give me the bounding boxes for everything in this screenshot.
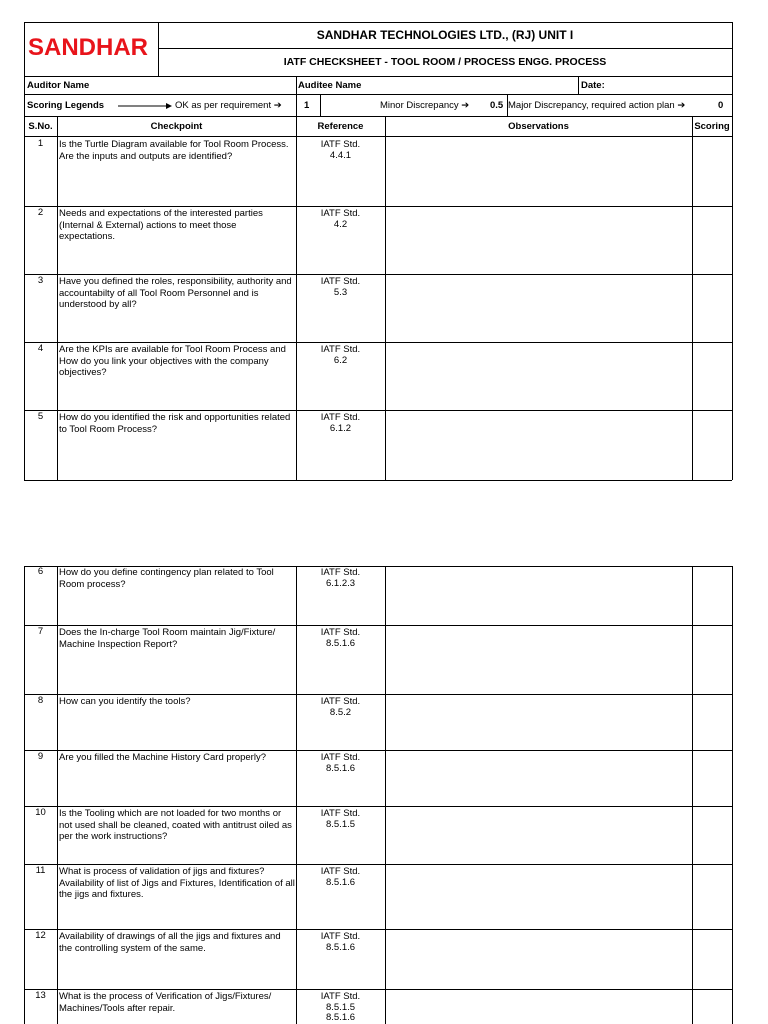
column-header-observations: Observations [508, 121, 569, 132]
legend-arrow-icon [118, 101, 172, 111]
row-number: 6 [37, 566, 44, 577]
row-number: 9 [37, 751, 44, 762]
reference-text: IATF Std. [320, 412, 361, 423]
column-header-checkpoint: Checkpoint [150, 121, 203, 132]
legend-major: Major Discrepancy, required action plan ➔ [508, 100, 686, 111]
checkpoint-text: Are the KPIs are available for Tool Room Process and How do you link your objectives with the company objectives? [59, 344, 286, 378]
legend-minor-value: 0.5 [490, 100, 504, 111]
row-number: 10 [35, 807, 46, 818]
reference-clause: 6.1.2.3 [325, 578, 356, 589]
checkpoint-text: Availability of drawings of all the jigs and fixtures and the controlling system of the same. [59, 931, 281, 954]
reference-clause: 5.3 [333, 287, 348, 298]
reference-clause: 8.5.1.5 [325, 819, 356, 830]
reference-text: IATF Std. [320, 991, 361, 1002]
legend-ok-value: 1 [304, 100, 310, 111]
checkpoint-text: Have you defined the roles, responsibility, authority and accountabilty of all Tool Room Personnel and is understood by all? [59, 276, 292, 310]
checkpoint-text: What is the process of Verification of Jigs/Fixtures/ Machines/Tools after repair. [59, 991, 272, 1014]
checksheet-title: IATF CHECKSHEET - TOOL ROOM / PROCESS ENGG. PROCESS [283, 56, 607, 68]
row-number: 13 [35, 990, 46, 1001]
column-header-sno: S.No. [28, 121, 53, 132]
reference-text: IATF Std. [320, 139, 361, 150]
checkpoint-text: How do you identified the risk and opportunities related to Tool Room Process? [59, 412, 291, 435]
legend-ok: OK as per requirement ➔ [175, 100, 282, 111]
reference-clause: 8.5.1.6 [325, 1012, 356, 1023]
reference-text: IATF Std. [320, 808, 361, 819]
row-number: 11 [35, 865, 46, 876]
checkpoint-text: How can you identify the tools? [59, 696, 191, 707]
reference-clause: 4.2 [333, 219, 348, 230]
reference-clause: 8.5.1.5 [325, 1002, 356, 1013]
reference-clause: 6.2 [333, 355, 348, 366]
row-number: 3 [37, 275, 44, 286]
checkpoint-text: Is the Tooling which are not loaded for two months or not used shall be cleaned, coated with antitrust oiled as per the work instructions? [59, 808, 292, 842]
auditee-name-label: Auditee Name [298, 80, 362, 91]
checkpoint-text: Are you filled the Machine History Card properly? [59, 752, 266, 763]
reference-text: IATF Std. [320, 567, 361, 578]
auditor-name-label: Auditor Name [27, 80, 90, 91]
reference-text: IATF Std. [320, 931, 361, 942]
checkpoint-text: How do you define contingency plan related to Tool Room process? [59, 567, 274, 590]
row-number: 2 [37, 207, 44, 218]
date-label: Date: [581, 80, 605, 91]
reference-text: IATF Std. [320, 696, 361, 707]
reference-text: IATF Std. [320, 752, 361, 763]
company-logo: SANDHAR [28, 34, 148, 61]
scoring-legend-label: Scoring Legends [27, 100, 105, 111]
reference-text: IATF Std. [320, 344, 361, 355]
legend-major-value: 0 [718, 100, 724, 111]
legend-minor: Minor Discrepancy ➔ [380, 100, 470, 111]
row-number: 4 [37, 343, 44, 354]
row-number: 5 [37, 411, 44, 422]
checkpoint-text: Does the In-charge Tool Room maintain Jig/Fixture/ Machine Inspection Report? [59, 627, 276, 650]
column-header-reference: Reference [317, 121, 364, 132]
reference-clause: 8.5.1.6 [325, 638, 356, 649]
checkpoint-text: What is process of validation of jigs and fixtures? Availability of list of Jigs and Fixtures, Identification of all the jigs and fixtures. [59, 866, 295, 900]
checkpoint-text: Needs and expectations of the interested parties (Internal & External) actions to meet those expectations. [59, 208, 263, 242]
reference-text: IATF Std. [320, 866, 361, 877]
reference-clause: 8.5.1.6 [325, 942, 356, 953]
checkpoint-text: Is the Turtle Diagram available for Tool Room Process. Are the inputs and outputs are identified? [59, 139, 289, 162]
column-header-scoring: Scoring [694, 121, 730, 132]
company-name: SANDHAR TECHNOLOGIES LTD., (RJ) UNIT I [316, 28, 574, 42]
reference-clause: 8.5.1.6 [325, 877, 356, 888]
reference-clause: 6.1.2 [329, 423, 352, 434]
row-number: 8 [37, 695, 44, 706]
reference-clause: 4.4.1 [329, 150, 352, 161]
reference-text: IATF Std. [320, 276, 361, 287]
reference-text: IATF Std. [320, 627, 361, 638]
reference-clause: 8.5.1.6 [325, 763, 356, 774]
reference-clause: 8.5.2 [329, 707, 352, 718]
row-number: 1 [37, 138, 44, 149]
row-number: 12 [35, 930, 46, 941]
row-number: 7 [37, 626, 44, 637]
reference-text: IATF Std. [320, 208, 361, 219]
